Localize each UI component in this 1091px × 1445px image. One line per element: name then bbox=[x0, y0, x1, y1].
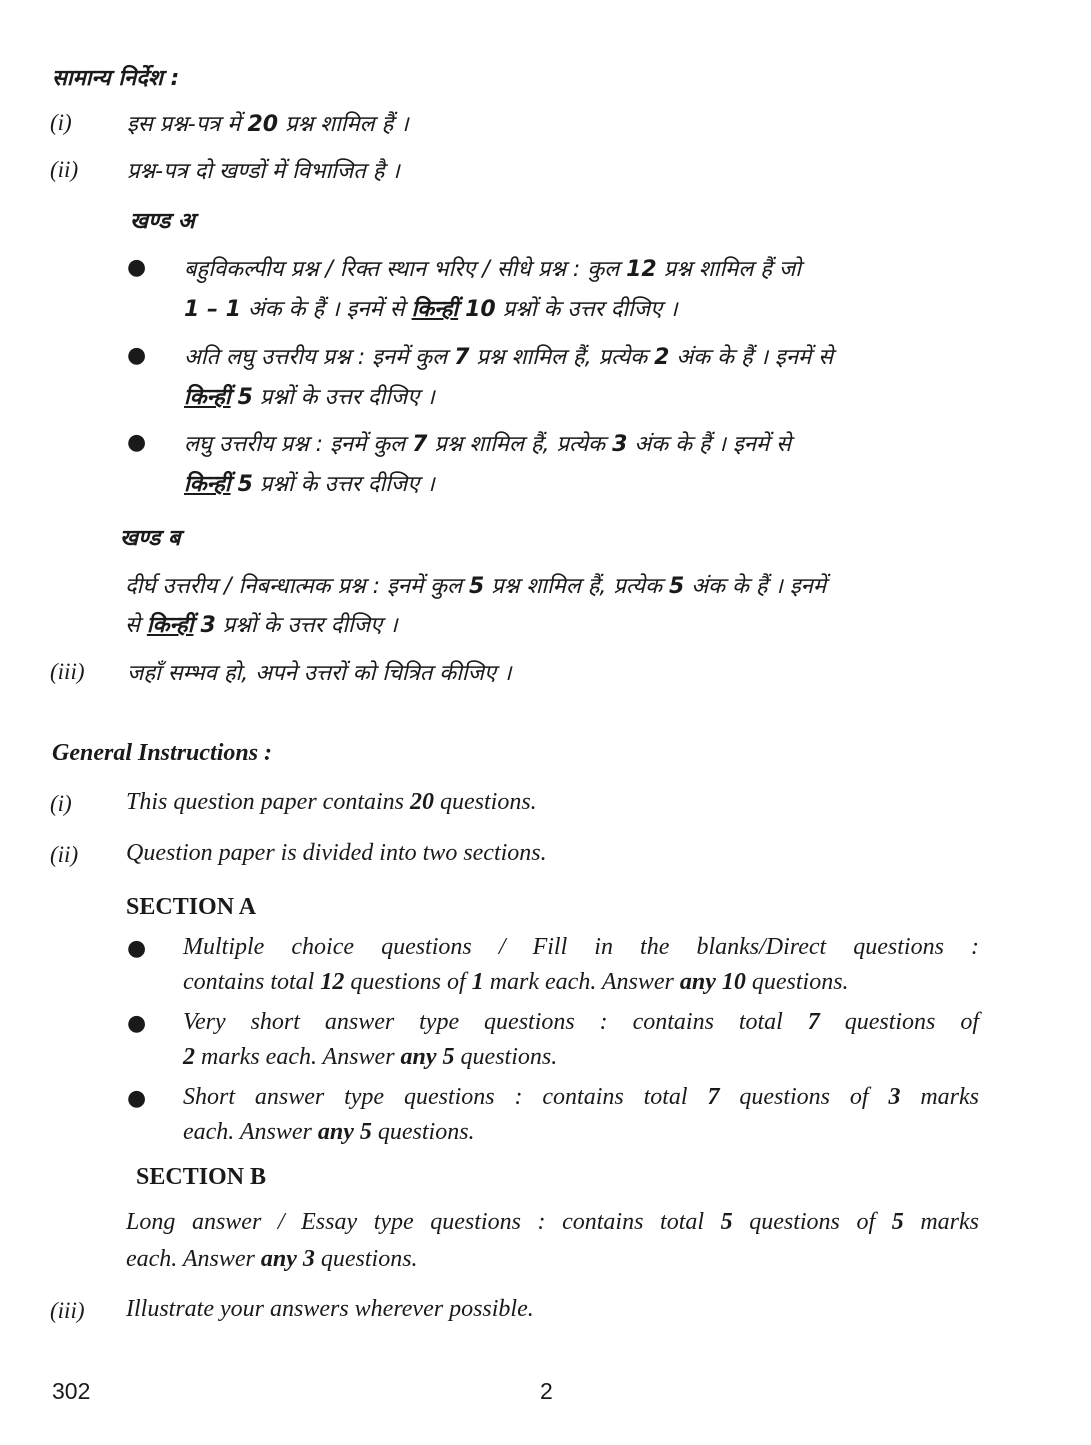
english-bullet-2-line-1: Very short answer type questions : contains total 7 questions of bbox=[183, 1009, 980, 1035]
hindi-bullet-2-line-1: अति लघु उत्तरीय प्रश्न : इनमें कुल 7 प्रश्न शामिल हैं, प्रत्येक 2 अंक के हैं । इनमें से bbox=[184, 345, 834, 370]
hindi-item-1-num: (i) bbox=[50, 110, 72, 135]
english-section-b-line-1: Long answer / Essay type questions : contains total 5 questions of 5 marks bbox=[126, 1209, 979, 1235]
hindi-section-b-line-2: से किन्हीं 3 प्रश्नों के उत्तर दीजिए । bbox=[125, 613, 398, 638]
english-item-2-num: (ii) bbox=[50, 842, 79, 867]
english-bullet-2-line-2: 2 marks each. Answer any 5 questions. bbox=[183, 1044, 558, 1070]
english-section-a-title: SECTION A bbox=[126, 894, 257, 920]
paper-code: 302 bbox=[52, 1378, 91, 1404]
bullet-icon: ● bbox=[127, 343, 147, 368]
bullet-icon: ● bbox=[127, 255, 147, 280]
hindi-section-a-title: खण्ड अ bbox=[130, 209, 195, 234]
hindi-item-1-text: इस प्रश्न-पत्र में 20 प्रश्न शामिल हैं । bbox=[127, 112, 409, 137]
english-item-1-text: This question paper contains 20 questions. bbox=[126, 789, 537, 815]
hindi-bullet-1-line-2: 1 – 1 अंक के हैं । इनमें से किन्हीं 10 प्रश्नों के उत्तर दीजिए । bbox=[184, 297, 678, 322]
english-item-3-text: Illustrate your answers wherever possible. bbox=[126, 1296, 534, 1322]
hindi-item-2-text: प्रश्न-पत्र दो खण्डों में विभाजित है । bbox=[127, 159, 400, 184]
english-bullet-3-line-2: each. Answer any 5 questions. bbox=[183, 1119, 475, 1145]
hindi-heading: सामान्य निर्देश : bbox=[52, 66, 180, 91]
hindi-section-b-line-1: दीर्घ उत्तरीय / निबन्धात्मक प्रश्न : इनमें कुल 5 प्रश्न शामिल हैं, प्रत्येक 5 अंक के हैं । इनमें bbox=[125, 574, 827, 599]
english-bullet-3-line-1: Short answer type questions : contains total 7 questions of 3 marks bbox=[183, 1084, 979, 1110]
bullet-icon: ● bbox=[127, 1086, 147, 1111]
bullet-icon: ● bbox=[127, 430, 147, 455]
hindi-item-2-num: (ii) bbox=[50, 157, 79, 182]
english-section-b-title: SECTION B bbox=[136, 1164, 267, 1190]
english-bullet-1-line-1: Multiple choice questions / Fill in the blanks/Direct questions : bbox=[183, 934, 979, 960]
hindi-item-3-num: (iii) bbox=[50, 659, 85, 684]
english-bullet-1-line-2: contains total 12 questions of 1 mark each. Answer any 10 questions. bbox=[183, 969, 849, 995]
hindi-bullet-1-line-1: बहुविकल्पीय प्रश्न / रिक्त स्थान भरिए / सीधे प्रश्न : कुल 12 प्रश्न शामिल हैं जो bbox=[184, 257, 801, 282]
english-item-1-num: (i) bbox=[50, 791, 72, 816]
bullet-icon: ● bbox=[127, 936, 147, 961]
english-section-b-line-2: each. Answer any 3 questions. bbox=[126, 1246, 418, 1272]
hindi-bullet-3-line-2: किन्हीं 5 प्रश्नों के उत्तर दीजिए । bbox=[184, 472, 435, 497]
page-number: 2 bbox=[540, 1378, 553, 1404]
hindi-section-b-title: खण्ड ब bbox=[120, 526, 181, 551]
hindi-item-3-text: जहाँ सम्भव हो, अपने उत्तरों को चित्रित कीजिए । bbox=[127, 661, 512, 686]
english-heading: General Instructions : bbox=[52, 740, 273, 766]
hindi-bullet-3-line-1: लघु उत्तरीय प्रश्न : इनमें कुल 7 प्रश्न शामिल हैं, प्रत्येक 3 अंक के हैं । इनमें से bbox=[184, 432, 792, 457]
english-item-3-num: (iii) bbox=[50, 1298, 85, 1323]
bullet-icon: ● bbox=[127, 1011, 147, 1036]
english-item-2-text: Question paper is divided into two sections. bbox=[126, 840, 547, 866]
hindi-bullet-2-line-2: किन्हीं 5 प्रश्नों के उत्तर दीजिए । bbox=[184, 385, 435, 410]
